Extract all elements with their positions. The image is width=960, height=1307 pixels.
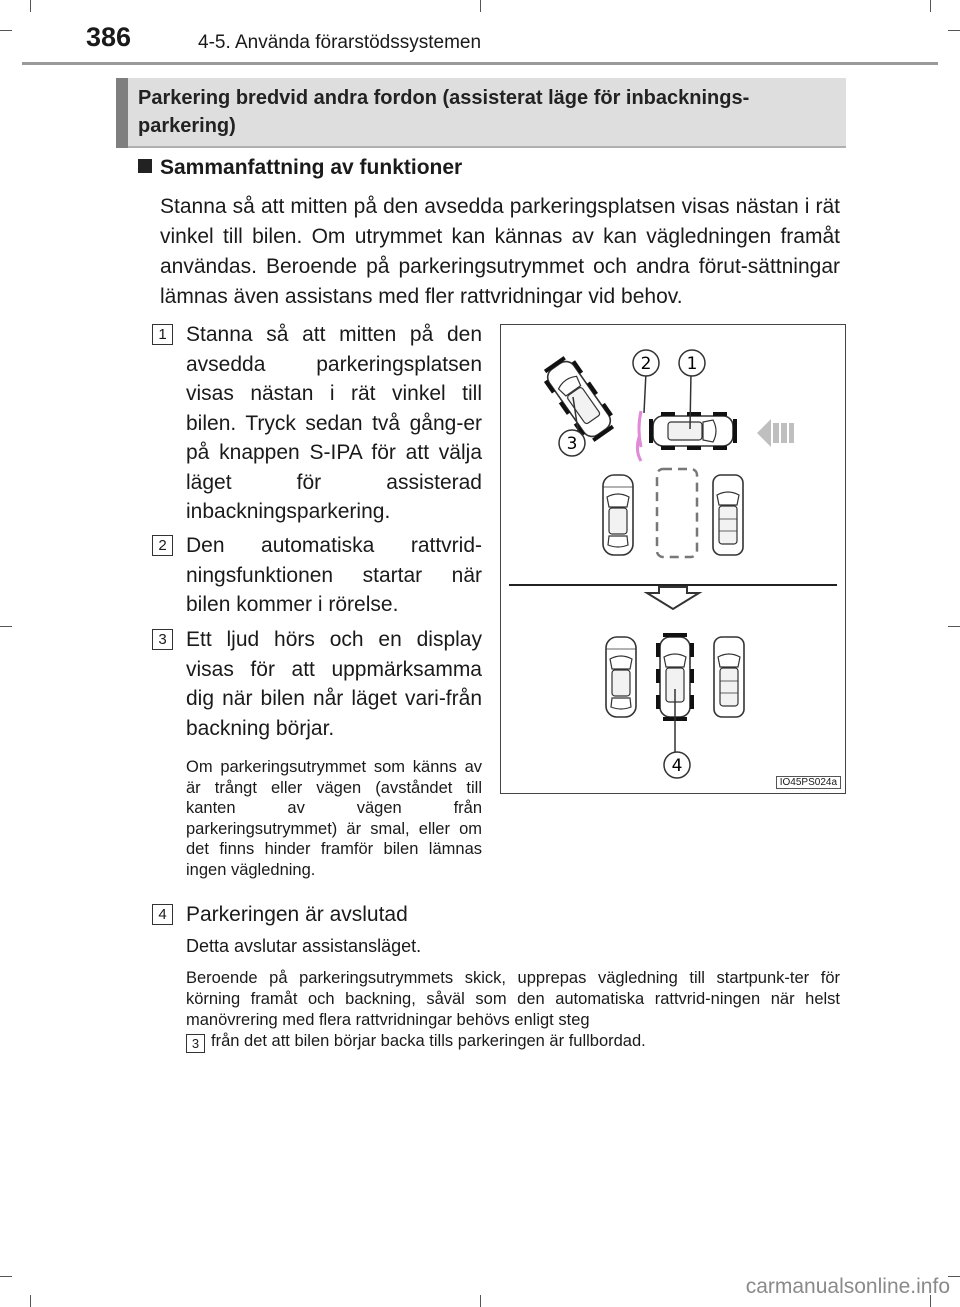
footnote-paragraph [186, 968, 840, 1053]
section-title: Parkering bredvid andra fordon (assisterat läge för inbacknings-parkering) [138, 87, 750, 137]
step-number: 4 [152, 904, 173, 925]
crop-mark [0, 626, 12, 627]
crop-mark [948, 626, 960, 627]
parked-car-left [606, 637, 636, 717]
parked-car-right [713, 475, 743, 555]
step-number: 3 [152, 629, 173, 650]
parked-car-left [603, 475, 633, 555]
callout-2-label: 2 [640, 354, 652, 374]
page-number: 386 [86, 22, 132, 52]
step-text: Ett ljud hörs och en display visas för att uppmärksamma dig när bilen når läget vari-från backning börjar. [186, 628, 482, 740]
section-title-bar [116, 78, 128, 148]
step-text: Parkeringen är avslutad [186, 903, 408, 926]
footnote-text-end: från det att bilen börjar backa tills parkeringen är fullbordad. [211, 1032, 646, 1050]
callout-4-label: 4 [671, 756, 683, 776]
step-number: 2 [152, 535, 173, 556]
summary-paragraph: Stanna så att mitten på den avsedda parkeringsplatsen visas nästan i rät vinkel till bilen. Om utrymmet kan kännas av kan vägledningen framåt användas. Beroende på parkeringsutrymmet och andra förut-sättningar lämnas även assistans med fler rattvridningar vid behov. [160, 195, 840, 308]
car-guided-position [649, 412, 737, 450]
step-number: 1 [152, 324, 173, 345]
step-1 [152, 320, 482, 527]
square-bullet-icon [138, 159, 152, 173]
figure-code: IO45PS024a [776, 776, 841, 789]
chapter-title: 4-5. Använda förarstödssystemen [198, 32, 482, 53]
step-text: Den automatiska rattvrid-ningsfunktionen startar när bilen kommer i rörelse. [186, 534, 482, 616]
parking-diagram [500, 324, 846, 794]
step-3-note: Om parkeringsutrymmet som känns av är trångt eller vägen (avståndet till kanten av vägen från parkeringsutrymmet) är smal, eller om det finns hinder framför bilen lämnas ingen vägledning. [186, 758, 482, 879]
subsection-heading-text: Sammanfattning av funktioner [160, 156, 463, 179]
callout-3-label: 3 [566, 434, 578, 454]
section-title-box [116, 78, 846, 148]
end-note: Detta avslutar assistansläget. [186, 936, 422, 956]
step-text: Stanna så att mitten på den avsedda parkeringsplatsen visas nästan i rät vinkel till bilen. Tryck sedan två gång-er på knappen S-IPA för att välja läget för assisterad inbackningsparkering. [186, 323, 482, 523]
step-4 [152, 900, 842, 930]
target-parking-space [657, 469, 697, 557]
watermark: carmanualsonline.info [745, 1275, 950, 1298]
callout-1-label: 1 [686, 354, 698, 374]
step-2 [152, 531, 482, 620]
parked-car-right [714, 637, 744, 717]
driving-direction-arrow [757, 419, 794, 447]
subsection-heading [138, 156, 462, 180]
step-reference: 3 [186, 1034, 205, 1053]
down-arrow-icon [647, 587, 699, 609]
crop-mark [480, 1295, 481, 1307]
step-3 [152, 625, 482, 743]
page-header [0, 0, 960, 70]
parking-diagram-illustration [501, 325, 845, 793]
footnote-text: Beroende på parkeringsutrymmets skick, upprepas vägledning till startpunk-ter för körning framåt och backning, såväl som den automatiska rattvrid-ningen när helst manövrering med flera rattvridningar behövs enligt steg [186, 969, 840, 1029]
header-rule [22, 62, 938, 65]
crop-mark [30, 1295, 31, 1307]
crop-mark [0, 1276, 12, 1277]
